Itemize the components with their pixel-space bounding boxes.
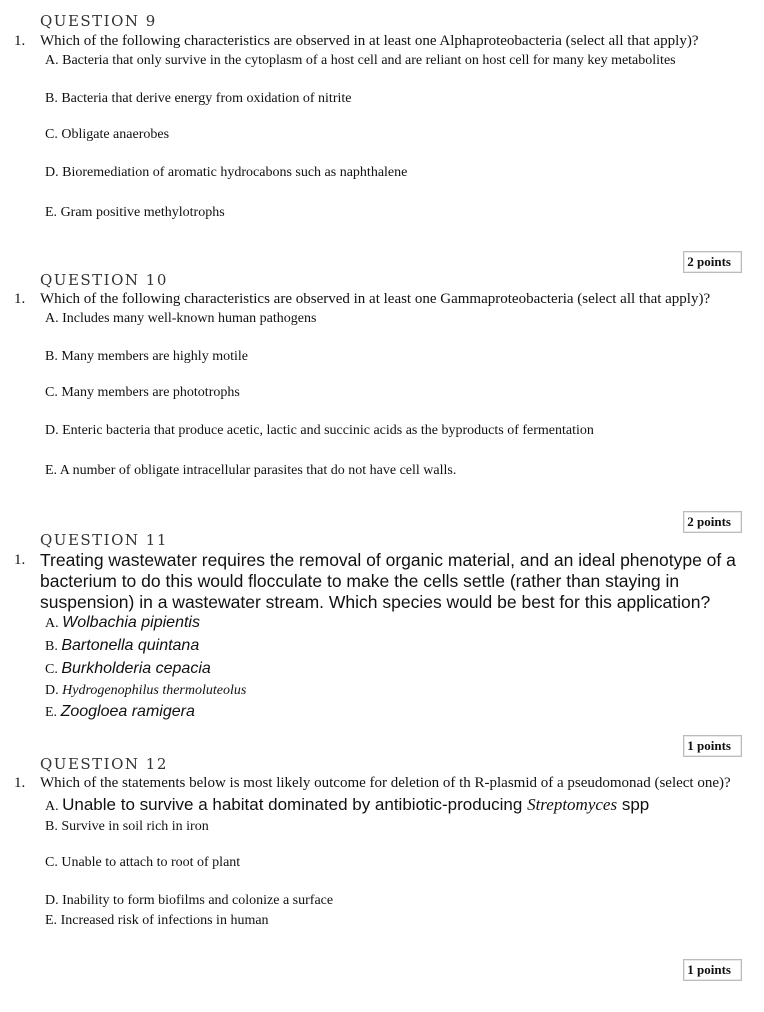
question-9-number: 1. <box>14 33 26 49</box>
option-letter: D. <box>45 893 59 908</box>
option-text: Bacteria that only survive in the cytoplasm of a host cell and are reliant on host cell for many key metabolites <box>62 53 676 68</box>
question-11-text: Treating wastewater requires the removal of organic material, and an ideal phenotype of a bacterium to do this would flocculate to make the cells settle (rather than staying in suspension) in a wastewater stream. Which species would be best for this application? <box>40 550 736 612</box>
option-text: Hydrogenophilus thermoluteolus <box>62 683 247 698</box>
q9-points-badge: 2 points <box>683 251 742 273</box>
q9-option-a[interactable] <box>45 53 676 69</box>
option-text: Includes many well-known human pathogens <box>62 311 317 326</box>
question-10-text: Which of the following characteristics are observed in at least one Gammaproteobacteria (select all that apply)? <box>40 291 711 307</box>
option-letter: E. <box>45 463 58 478</box>
q9-option-c[interactable] <box>45 127 169 143</box>
option-text: A number of obligate intracellular parasites that do not have cell walls. <box>59 463 457 478</box>
option-text: Obligate anaerobes <box>61 127 170 142</box>
option-letter: C. <box>45 662 58 677</box>
q12-option-d[interactable] <box>45 893 333 909</box>
question-12-number: 1. <box>14 775 26 791</box>
option-text: Unable to attach to root of plant <box>61 855 241 870</box>
question-12-header: QUESTION 12 <box>40 755 168 773</box>
q11-option-d[interactable] <box>45 683 246 699</box>
option-letter: C. <box>45 385 58 400</box>
q10-option-b[interactable] <box>45 349 248 365</box>
q9-option-e[interactable] <box>45 205 225 221</box>
q10-option-d[interactable] <box>45 423 594 439</box>
option-text-italic: Streptomyces <box>527 795 618 814</box>
question-9-header: QUESTION 9 <box>40 12 157 30</box>
option-text: Bartonella quintana <box>61 637 200 654</box>
option-text: Survive in soil rich in iron <box>61 819 209 834</box>
option-letter: D. <box>45 423 59 438</box>
option-letter: B. <box>45 349 58 364</box>
question-9-text: Which of the following characteristics are observed in at least one Alphaproteobacteria (select all that apply)? <box>40 33 699 49</box>
option-letter: C. <box>45 855 58 870</box>
q12-option-e[interactable] <box>45 913 269 929</box>
q10-option-e[interactable] <box>45 463 456 479</box>
option-letter: A. <box>45 311 59 326</box>
q12-option-a[interactable] <box>45 795 649 815</box>
option-text: Enteric bacteria that produce acetic, lactic and succinic acids as the byproducts of fermentation <box>62 423 594 438</box>
option-text: Many members are phototrophs <box>61 385 240 400</box>
option-text: Burkholderia cepacia <box>61 660 211 677</box>
option-text: Wolbachia pipientis <box>62 614 200 631</box>
option-text: Unable to survive a habitat dominated by antibiotic-producing <box>62 795 528 814</box>
option-letter: C. <box>45 127 58 142</box>
option-letter: A. <box>45 616 59 631</box>
question-10-number: 1. <box>14 291 26 307</box>
option-letter: D. <box>45 683 59 698</box>
question-10-header: QUESTION 10 <box>40 271 168 289</box>
q10-option-a[interactable] <box>45 311 316 327</box>
option-letter: A. <box>45 799 59 814</box>
q12-option-b[interactable] <box>45 819 209 835</box>
option-text: Inability to form biofilms and colonize a surface <box>62 893 334 908</box>
question-11-number: 1. <box>14 552 26 568</box>
q11-option-c[interactable] <box>45 660 211 678</box>
q9-option-d[interactable] <box>45 165 407 181</box>
option-letter: E. <box>45 705 58 720</box>
option-letter: B. <box>45 819 58 834</box>
option-letter: E. <box>45 913 58 928</box>
q11-option-e[interactable] <box>45 703 195 721</box>
option-text: Zoogloea ramigera <box>60 703 195 720</box>
question-11-header: QUESTION 11 <box>40 531 168 549</box>
option-letter: D. <box>45 165 59 180</box>
question-12-text: Which of the statements below is most likely outcome for deletion of th R-plasmid of a pseudomonad (select one)? <box>40 775 731 791</box>
option-letter: B. <box>45 91 58 106</box>
q11-points-badge: 1 points <box>683 735 742 757</box>
option-letter: B. <box>45 639 58 654</box>
option-text: Many members are highly motile <box>61 349 248 364</box>
option-letter: A. <box>45 53 59 68</box>
q12-option-c[interactable] <box>45 855 240 871</box>
option-text: Gram positive methylotrophs <box>60 205 225 220</box>
q9-option-b[interactable] <box>45 91 351 107</box>
q10-option-c[interactable] <box>45 385 240 401</box>
option-text: Increased risk of infections in human <box>60 913 269 928</box>
q10-points-badge: 2 points <box>683 511 742 533</box>
q11-option-a[interactable] <box>45 614 200 632</box>
q11-option-b[interactable] <box>45 637 199 655</box>
option-text-suffix: spp <box>617 795 650 814</box>
option-letter: E. <box>45 205 58 220</box>
option-text: Bacteria that derive energy from oxidation of nitrite <box>61 91 352 106</box>
option-text: Bioremediation of aromatic hydrocabons such as naphthalene <box>62 165 408 180</box>
q12-points-badge: 1 points <box>683 959 742 981</box>
